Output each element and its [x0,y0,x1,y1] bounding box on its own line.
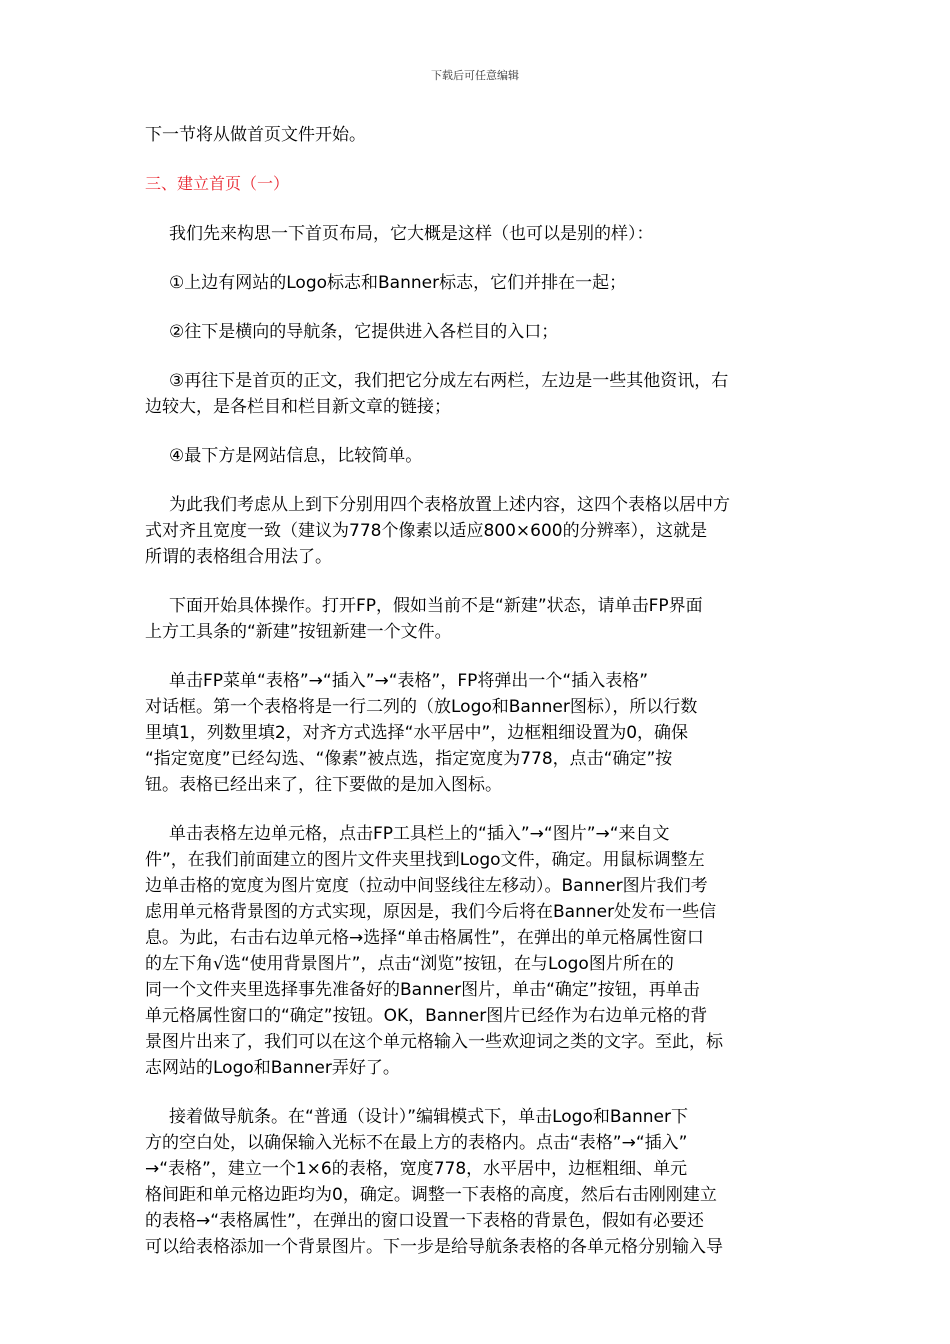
text-line: 所谓的表格组合用法了。 [145,547,332,567]
text-line: 边单击格的宽度为图片宽度（拉动中间竖线往左移动）。Banner图片我们考 [145,876,708,896]
text-line: →“表格”，建立一个1×6的表格，宽度778，水平居中，边框粗细、单元 [145,1159,688,1179]
text-line: 方的空白处，以确保输入光标不在最上方的表格内。点击“表格”→“插入” [145,1133,688,1153]
text-line: 单元格属性窗口的“确定”按钮。OK，Banner图片已经作为右边单元格的背 [145,1006,708,1026]
text-line: 同一个文件夹里选择事先准备好的Banner图片，单击“确定”按钮，再单击 [145,980,700,1000]
text-line: 虑用单元格背景图的方式实现，原因是，我们今后将在Banner处发布一些信 [145,902,717,922]
text-line: 单击表格左边单元格，点击FP工具栏上的“插入”→“图片”→“来自文 [169,824,670,844]
text-line: 景图片出来了，我们可以在这个单元格输入一些欢迎词之类的文字。至此，标 [145,1032,723,1052]
text-line: 件”，在我们前面建立的图片文件夹里找到Logo文件，确定。用鼠标调整左 [145,850,705,870]
paragraph-item-3 [145,368,805,420]
text-line: 式对齐且宽度一致（建议为778个像素以适应800×600的分辨率），这就是 [145,521,708,541]
paragraph-item-2 [145,319,805,345]
text-line: 的表格→“表格属性”，在弹出的窗口设置一下表格的背景色，假如有必要还 [145,1211,704,1231]
document-body [145,122,805,1260]
text-line: 为此我们考虑从上到下分别用四个表格放置上述内容，这四个表格以居中方 [169,495,730,515]
paragraph-item-1 [145,270,805,296]
page-header: 下载后可任意编辑 [431,69,519,82]
paragraph-intro [145,122,805,148]
paragraph-layout-idea [145,221,805,247]
text-line: ③再往下是首页的正文，我们把它分成左右两栏，左边是一些其他资讯，右 [169,371,729,391]
paragraph-navigation-bar [145,1104,805,1260]
text-line: ①上边有网站的Logo标志和Banner标志，它们并排在一起； [169,273,627,293]
text-line: “指定宽度”已经勾选、“像素”被点选，指定宽度为778，点击“确定”按 [145,749,673,769]
text-line: 志网站的Logo和Banner弄好了。 [145,1058,400,1078]
section-heading: 三、建立首页（一） [145,174,290,193]
paragraph-insert-images [145,821,805,1081]
text-line: 格间距和单元格边距均为0，确定。调整一下表格的高度，然后右击刚刚建立 [145,1185,717,1205]
text-line: ④最下方是网站信息，比较简单。 [169,446,423,466]
text-line: ②往下是横向的导航条，它提供进入各栏目的入口； [169,322,559,342]
paragraph-table-plan [145,492,805,570]
text-line: 上方工具条的“新建”按钮新建一个文件。 [145,622,452,642]
text-line: 里填1，列数里填2，对齐方式选择“水平居中”，边框粗细设置为0，确保 [145,723,689,743]
text-line: 单击FP菜单“表格”→“插入”→“表格”，FP将弹出一个“插入表格” [169,671,649,691]
text-line: 可以给表格添加一个背景图片。下一步是给导航条表格的各单元格分别输入导 [145,1237,723,1257]
text-line: 钮。表格已经出来了，往下要做的是加入图标。 [145,775,502,795]
paragraph-item-4 [145,443,805,469]
text-line: 息。为此，右击右边单元格→选择“单击格属性”，在弹出的单元格属性窗口 [145,928,704,948]
text-line: 我们先来构思一下首页布局，它大概是这样（也可以是别的样）： [169,224,654,244]
text-line: 接着做导航条。在“普通（设计）”编辑模式下，单击Logo和Banner下 [169,1107,688,1127]
text-line: 下面开始具体操作。打开FP，假如当前不是“新建”状态，请单击FP界面 [169,596,703,616]
text-line: 的左下角√选“使用背景图片”，点击“浏览”按钮，在与Logo图片所在的 [145,954,674,974]
paragraph-insert-table [145,668,805,798]
text-line: 对话框。第一个表格将是一行二列的（放Logo和Banner图标），所以行数 [145,697,698,717]
text-line: 下一节将从做首页文件开始。 [145,125,366,145]
paragraph-start-operation [145,593,805,645]
text-line: 边较大，是各栏目和栏目新文章的链接； [145,397,451,417]
